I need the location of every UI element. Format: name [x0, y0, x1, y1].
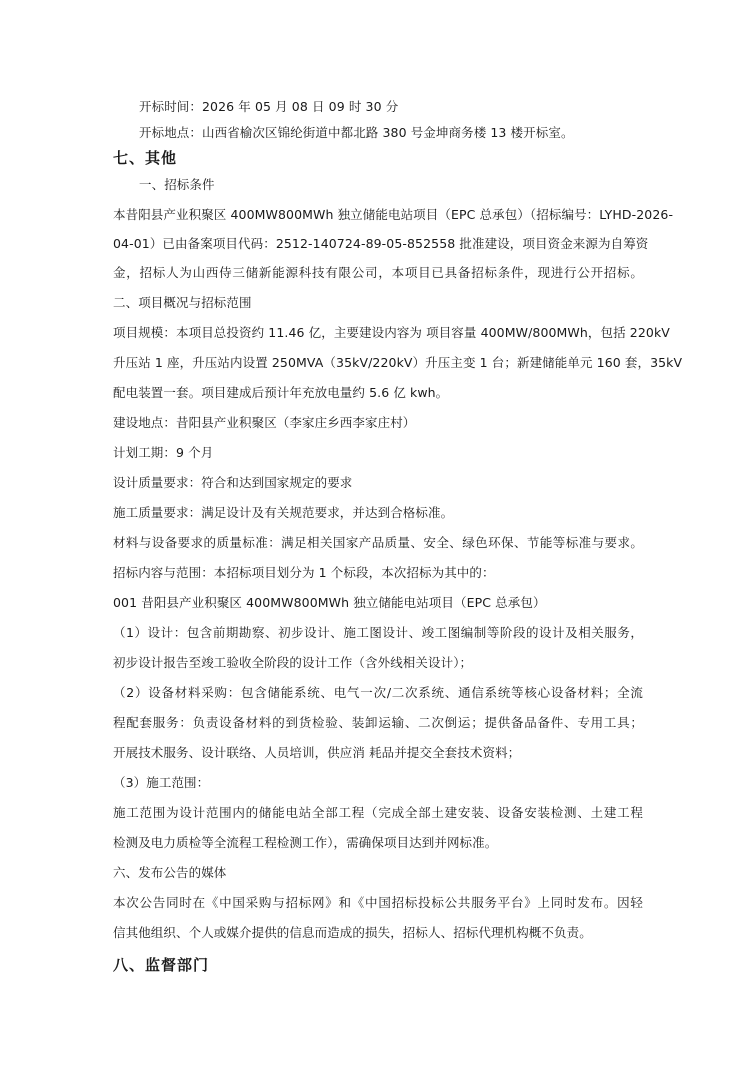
scope-procurement: （2）设备材料采购：包含储能系统、电气一次/二次系统、通信系统等核心设备材料；全流	[113, 685, 643, 700]
tender-scope: 招标内容与范围：本招标项目划分为 1 个标段，本次招标为其中的：	[113, 565, 495, 580]
design-quality-requirement: 设计质量要求：符合和达到国家规定的要求	[113, 475, 353, 490]
scope-construction: （3）施工范围：	[113, 775, 210, 790]
paragraph-line: 施工范围为设计范围内的储能电站全部工程（完成全部土建安装、设备安装检测、土建工程	[113, 805, 643, 820]
scope-design: （1）设计：包含前期勘察、初步设计、施工图设计、竣工图编制等阶段的设计及相关服务，	[113, 625, 643, 640]
paragraph-line: 信其他组织、个人或媒介提供的信息而造成的损失，招标人、招标代理机构概不负责。	[113, 925, 592, 940]
bid-opening-location: 开标地点：山西省榆次区锦纶街道中都北路 380 号金坤商务楼 13 楼开标室。	[139, 125, 574, 140]
section-heading-supervision: 八、监督部门	[113, 956, 210, 974]
paragraph-line: 本次公告同时在《中国采购与招标网》和《中国招标投标公共服务平台》上同时发布。因轻	[113, 895, 643, 910]
paragraph-line: 升压站 1 座，升压站内设置 250MVA（35kV/220kV）升压主变 1 台；新建储能单元 160 套，35kV	[113, 355, 683, 370]
paragraph-line: 配电装置一套。项目建成后预计年充放电量约 5.6 亿 kwh。	[113, 385, 449, 400]
paragraph-line: 本昔阳县产业积聚区 400MW800MWh 独立储能电站项目（EPC 总承包）（招标编号：LYHD-2026-	[113, 207, 674, 222]
paragraph-line: 初步设计报告至竣工验收全阶段的设计工作（含外线相关设计）；	[113, 655, 473, 670]
construction-location: 建设地点：昔阳县产业积聚区（李家庄乡西李家庄村）	[113, 415, 416, 430]
lot-title: 001 昔阳县产业积聚区 400MW800MWh 独立储能电站项目（EPC 总承包）	[113, 595, 546, 610]
paragraph-line: 金，招标人为山西侍三储新能源科技有限公司，本项目已具备招标条件，现进行公开招标。	[113, 265, 643, 280]
subheading-publication-media: 六、发布公告的媒体	[113, 865, 227, 880]
subheading-project-overview: 二、项目概况与招标范围	[113, 295, 252, 310]
material-quality-standard: 材料与设备要求的质量标准：满足相关国家产品质量、安全、绿色环保、节能等标准与要求。	[113, 535, 643, 550]
paragraph-line: 检测及电力质检等全流程工程检测工作），需确保项目达到并网标准。	[113, 835, 498, 850]
paragraph-line: 04-01）已由备案项目代码：2512-140724-89-05-852558 批准建设，项目资金来源为自筹资	[113, 236, 649, 251]
construction-quality-requirement: 施工质量要求：满足设计及有关规范要求，并达到合格标准。	[113, 505, 454, 520]
subheading-tender-conditions: 一、招标条件	[139, 177, 215, 192]
paragraph-line: 程配套服务：负责设备材料的到货检验、装卸运输、二次倒运；提供备品备件、专用工具；	[113, 715, 643, 730]
paragraph-line: 项目规模：本项目总投资约 11.46 亿，主要建设内容为 项目容量 400MW/800MWh，包括 220kV	[113, 325, 670, 340]
bid-opening-time: 开标时间：2026 年 05 月 08 日 09 时 30 分	[139, 99, 399, 114]
section-heading-other: 七、其他	[113, 149, 178, 167]
planned-duration: 计划工期：9 个月	[113, 445, 214, 460]
paragraph-line: 开展技术服务、设计联络、人员培训，供应消 耗品并提交全套技术资料；	[113, 745, 521, 760]
